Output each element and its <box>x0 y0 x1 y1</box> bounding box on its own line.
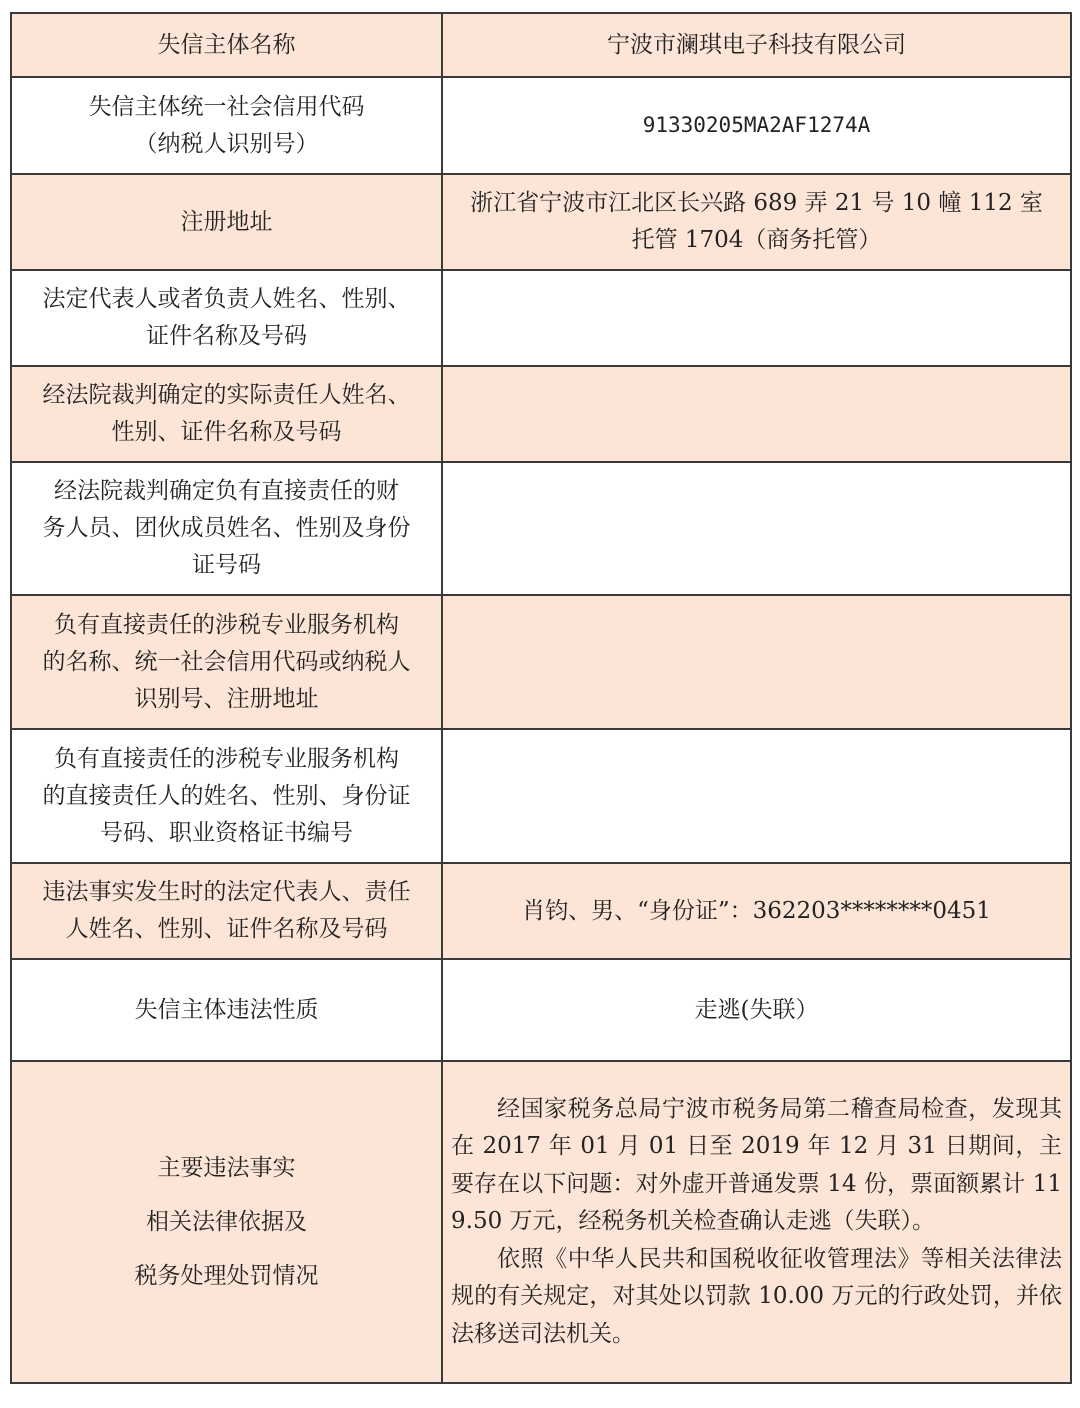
label-line: 务人员、团伙成员姓名、性别及身份 <box>42 515 411 541</box>
label-line: 号码、职业资格证书编号 <box>100 819 353 846</box>
label-line: 经法院裁判确定负有直接责任的财 <box>54 478 399 504</box>
credit-code-value: 91330205MA2AF1274A <box>442 77 1071 174</box>
violation-nature-value: 走逃(失联） <box>442 959 1071 1061</box>
label-line: （纳税人识别号） <box>134 130 319 157</box>
facts-paragraph: 经国家税务总局宁波市税务局第二稽查局检查，发现其在 2017 年 01 月 01 日至 2019 年 12 月 31 日期间，主要存在以下问题：对外虚开普通发票 14 份，票面额累计 119.50 万元，经税务机关检查确认走逃（失联）。 <box>451 1095 1062 1235</box>
label-line: 的名称、统一社会信用代码或纳税人 <box>42 648 411 675</box>
tax-agency-value <box>442 595 1071 729</box>
table-row <box>11 366 1071 462</box>
table-row <box>11 863 1071 959</box>
violation-time-rep-label <box>11 863 442 959</box>
label-line: 负有直接责任的涉税专业服务机构 <box>54 745 399 772</box>
label-line: 税务处理处罚情况 <box>134 1263 319 1289</box>
table-row <box>11 77 1071 174</box>
actual-responsible-value <box>442 366 1071 462</box>
label-line: 相关法律依据及 <box>146 1209 307 1235</box>
table-row <box>11 462 1071 595</box>
table-row <box>11 959 1071 1061</box>
label-line: 负有直接责任的涉税专业服务机构 <box>54 611 399 638</box>
table-row <box>11 13 1071 77</box>
registered-address-label: 注册地址 <box>11 174 442 270</box>
table-row <box>11 595 1071 729</box>
table-row <box>11 174 1071 270</box>
registered-address-value <box>442 174 1071 270</box>
label-line: 人姓名、性别、证件名称及号码 <box>65 916 388 942</box>
dishonest-entity-table <box>10 12 1072 1384</box>
label-line: 性别、证件名称及号码 <box>111 419 342 445</box>
penalty-paragraph: 依照《中华人民共和国税收征收管理法》等相关法律法规的有关规定，对其处以罚款 10.00 万元的行政处罚，并依法移送司法机关。 <box>451 1245 1062 1347</box>
table-row <box>11 1061 1071 1383</box>
table-row <box>11 270 1071 366</box>
value-line: 浙江省宁波市江北区长兴路 689 弄 21 号 10 幢 112 室 <box>470 190 1043 216</box>
legal-rep-label <box>11 270 442 366</box>
value-line: 托管 1704（商务托管） <box>631 227 882 253</box>
main-facts-value <box>442 1061 1071 1383</box>
label-line: 法定代表人或者负责人姓名、性别、 <box>42 286 411 312</box>
entity-name-label: 失信主体名称 <box>11 13 442 77</box>
tax-agency-person-value <box>442 729 1071 863</box>
label-line: 经法院裁判确定的实际责任人姓名、 <box>42 382 411 408</box>
violation-time-rep-value: 肖钧、男、“身份证”：362203********0451 <box>442 863 1071 959</box>
label-line: 证号码 <box>192 552 261 578</box>
violation-nature-label: 失信主体违法性质 <box>11 959 442 1061</box>
table-row <box>11 729 1071 863</box>
label-line: 的直接责任人的姓名、性别、身份证 <box>42 782 411 809</box>
legal-rep-value <box>442 270 1071 366</box>
finance-staff-label <box>11 462 442 595</box>
credit-code-label <box>11 77 442 174</box>
label-line: 失信主体统一社会信用代码 <box>88 93 365 120</box>
label-line: 违法事实发生时的法定代表人、责任 <box>42 879 411 905</box>
label-line: 识别号、注册地址 <box>134 685 319 712</box>
label-line: 主要违法事实 <box>157 1155 296 1181</box>
actual-responsible-label <box>11 366 442 462</box>
tax-agency-label <box>11 595 442 729</box>
entity-name-value: 宁波市澜琪电子科技有限公司 <box>442 13 1071 77</box>
tax-agency-person-label <box>11 729 442 863</box>
label-line: 证件名称及号码 <box>146 323 307 349</box>
finance-staff-value <box>442 462 1071 595</box>
main-facts-label <box>11 1061 442 1383</box>
